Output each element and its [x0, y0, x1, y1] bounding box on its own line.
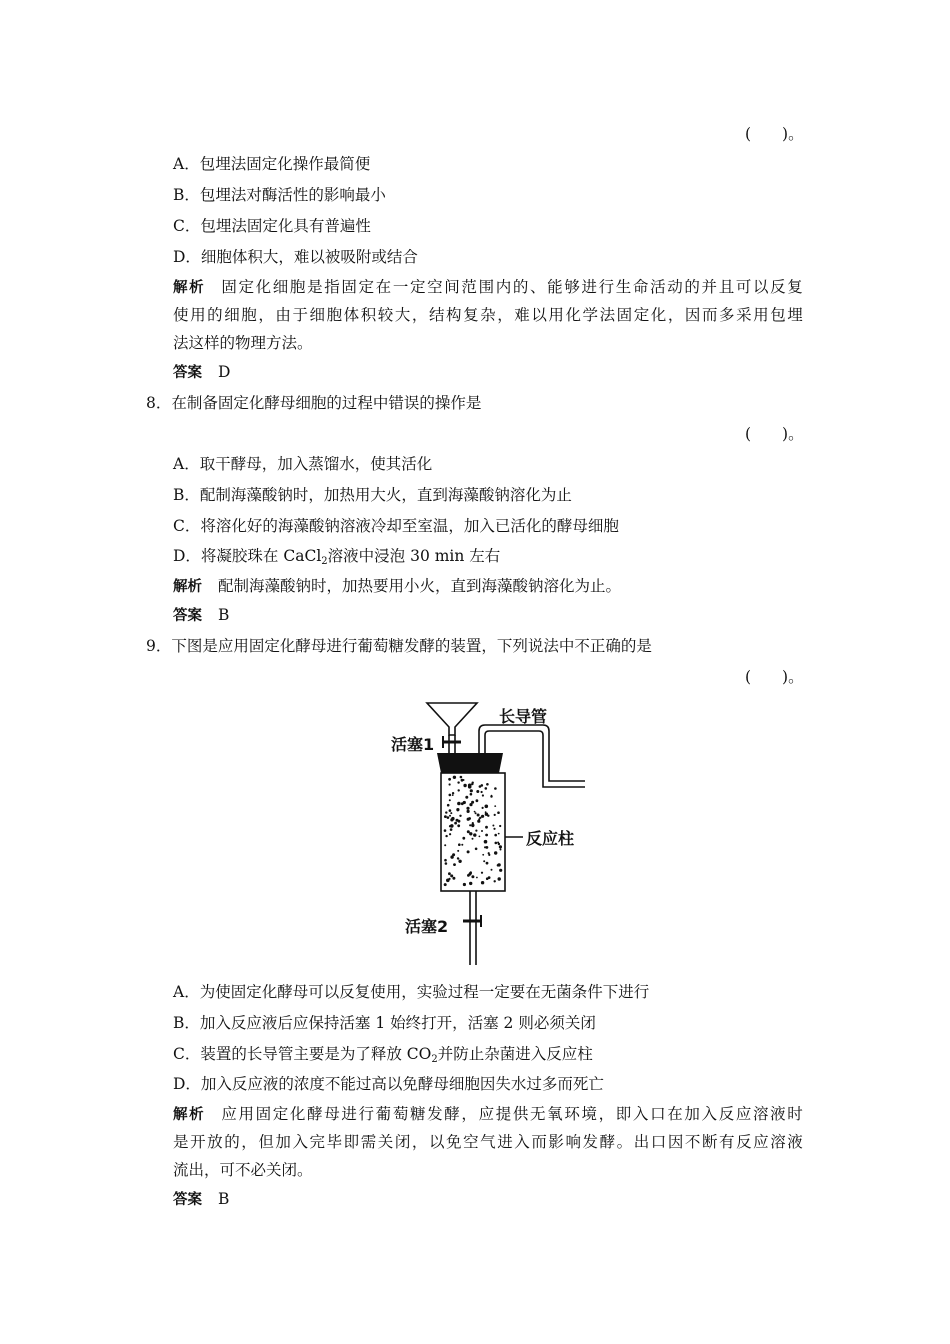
- q9-option-a: A．为使固定化酵母可以反复使用，实验过程一定要在无菌条件下进行: [173, 983, 650, 1001]
- bead: [475, 812, 477, 814]
- bead: [452, 794, 454, 796]
- bead: [476, 790, 479, 793]
- bead: [498, 833, 500, 835]
- bead: [449, 825, 451, 827]
- bead: [476, 877, 478, 879]
- bead: [457, 809, 459, 811]
- q7-analysis-line-1: [173, 277, 803, 298]
- bead: [462, 837, 465, 840]
- bead: [494, 880, 496, 882]
- q9-analysis-label: 解析: [173, 1107, 206, 1123]
- bead: [471, 824, 474, 827]
- q9-number: 9．: [146, 637, 172, 655]
- bead: [457, 819, 459, 821]
- bead: [458, 789, 460, 791]
- bead: [449, 815, 451, 817]
- bead: [475, 848, 478, 851]
- bead: [467, 874, 470, 877]
- bead: [467, 810, 470, 813]
- bead: [465, 796, 468, 799]
- q8-option-d: [173, 546, 500, 566]
- label-reaction-column: 反应柱: [526, 829, 575, 848]
- bead: [485, 826, 488, 829]
- q8-option-d-post: 溶液中浸泡 30 min 左右: [327, 547, 501, 565]
- bead: [486, 783, 489, 786]
- q9-answer-label: 答案: [173, 1192, 202, 1208]
- bead: [460, 776, 463, 779]
- q7-analysis-line-2: 使用的细胞，由于细胞体积较大，结构复杂，难以用化学法固定化，因而多采用包埋: [173, 306, 803, 324]
- bead: [475, 830, 477, 832]
- q7-answer: [173, 362, 230, 383]
- bead: [485, 805, 489, 809]
- bead: [484, 846, 486, 848]
- bead: [485, 811, 487, 813]
- bead: [445, 835, 447, 837]
- q9-figure: [385, 695, 615, 970]
- bead: [498, 877, 501, 880]
- bead: [447, 804, 450, 807]
- q9-answer-value: B: [218, 1190, 230, 1208]
- bead: [479, 836, 481, 838]
- q8-number: 8．: [146, 394, 172, 412]
- bead: [452, 792, 454, 794]
- bead: [497, 811, 500, 814]
- bead: [448, 872, 451, 875]
- bead: [457, 781, 459, 783]
- bead: [483, 860, 485, 862]
- bead: [486, 862, 489, 865]
- bead: [463, 784, 466, 787]
- q9-option-c-sub: 2: [431, 1054, 438, 1065]
- bead: [444, 829, 447, 832]
- q7-answer-value: D: [218, 363, 231, 381]
- bead: [444, 815, 447, 818]
- immobilized-yeast-beads: [444, 776, 503, 887]
- bead: [494, 787, 497, 790]
- bead: [470, 871, 472, 873]
- bead: [469, 803, 472, 806]
- q7-option-b: B．包埋法对酶活性的影响最小: [173, 186, 386, 204]
- bead: [466, 807, 469, 810]
- bead: [463, 779, 465, 781]
- bead: [479, 817, 481, 819]
- bead: [444, 883, 447, 886]
- bead: [486, 877, 489, 880]
- bead: [461, 844, 463, 846]
- bead: [493, 828, 495, 830]
- bead: [448, 778, 451, 781]
- q8-stem: [146, 393, 481, 413]
- bead: [467, 818, 470, 821]
- bead: [471, 875, 474, 878]
- bead: [474, 811, 476, 813]
- bead: [451, 817, 454, 820]
- bead: [468, 784, 472, 788]
- bead: [449, 794, 452, 797]
- bead: [482, 807, 484, 809]
- q8-answer-value: B: [218, 606, 230, 624]
- bead: [494, 814, 496, 816]
- bead: [457, 857, 459, 859]
- bead: [495, 842, 498, 845]
- bead: [469, 832, 472, 835]
- bead: [449, 799, 451, 801]
- bead: [491, 869, 493, 871]
- bead: [457, 824, 460, 827]
- bead: [490, 795, 492, 797]
- bead: [481, 791, 483, 793]
- funnel: [427, 703, 477, 735]
- bead: [488, 852, 490, 854]
- q9-stem: [146, 636, 652, 656]
- q9-analysis-text-1: 应用固定化酵母进行葡萄糖发酵，应提供无氧环境，即入口在加入反应溶液时: [221, 1105, 803, 1123]
- bead: [445, 811, 447, 813]
- bead: [459, 815, 461, 817]
- bead: [454, 822, 457, 825]
- bead: [452, 877, 455, 880]
- bead: [457, 850, 459, 852]
- q9-answer: [173, 1189, 229, 1210]
- bead: [458, 843, 461, 846]
- q7-analysis-line-3: 法这样的物理方法。: [173, 334, 313, 352]
- q8-option-d-sub: 2: [321, 556, 328, 567]
- bead: [444, 844, 446, 846]
- bead: [458, 860, 461, 863]
- bead: [450, 828, 453, 831]
- bead: [445, 862, 448, 865]
- bead: [472, 838, 474, 840]
- bead: [450, 855, 453, 858]
- bead: [470, 793, 473, 796]
- bead: [463, 883, 466, 886]
- bead: [450, 812, 452, 814]
- q8-stem-text: 在制备固定化酵母细胞的过程中错误的操作是: [171, 394, 482, 412]
- bead: [500, 849, 502, 851]
- bead: [469, 882, 472, 885]
- q9-analysis-line-3: 流出，可不必关闭。: [173, 1161, 313, 1179]
- bead: [499, 869, 502, 872]
- bead: [497, 863, 500, 866]
- bead: [485, 787, 488, 790]
- q9-option-d: D．加入反应液的浓度不能过高以免酵母细胞因失水过多而死亡: [173, 1075, 604, 1093]
- bead: [444, 859, 447, 862]
- stopper: [437, 753, 503, 773]
- q7-analysis-text-1: 固定化细胞是指固定在一定空间范围内的、能够进行生命活动的并且可以反复: [221, 278, 803, 296]
- bead: [484, 840, 488, 844]
- q9-option-c-post: 并防止杂菌进入反应柱: [437, 1045, 593, 1063]
- bead: [494, 851, 497, 854]
- bead: [453, 863, 456, 866]
- bead: [476, 799, 479, 802]
- bead: [472, 822, 474, 824]
- bead: [481, 815, 484, 818]
- q8-analysis-text: 配制海藻酸钠时，加热要用小火，直到海藻酸钠溶化为止。: [218, 577, 622, 595]
- bead: [453, 776, 456, 779]
- q9-option-c-pre: C．装置的长导管主要是为了释放 CO: [173, 1045, 432, 1063]
- bead: [494, 834, 497, 837]
- bead: [469, 824, 471, 826]
- q9-option-c: [173, 1044, 593, 1064]
- bead: [497, 842, 499, 844]
- q8-option-c: C．将溶化好的海藻酸钠溶液冷却至室温，加入已活化的酵母细胞: [173, 517, 619, 535]
- q8-answer-label: 答案: [173, 608, 202, 624]
- label-valve-1: 活塞1: [391, 735, 435, 754]
- bead: [492, 825, 494, 827]
- bead: [448, 878, 450, 880]
- q7-option-c: C．包埋法固定化具有普遍性: [173, 217, 371, 235]
- q8-option-d-pre: D．将凝胶珠在 CaCl: [173, 547, 322, 565]
- bead: [467, 850, 470, 853]
- q7-option-d: D．细胞体积大，难以被吸附或结合: [173, 248, 418, 266]
- bead: [485, 834, 488, 837]
- bead: [449, 833, 451, 835]
- bead: [457, 802, 461, 806]
- bead: [481, 830, 483, 832]
- bead: [467, 830, 470, 833]
- bead: [482, 854, 484, 856]
- bead: [482, 794, 484, 796]
- q8-answer: [173, 605, 229, 626]
- label-valve-2: 活塞2: [405, 917, 449, 936]
- bead: [494, 805, 496, 807]
- bead: [499, 825, 501, 827]
- q9-option-b: B．加入反应液后应保持活塞 1 始终打开，活塞 2 则必须关闭: [173, 1014, 596, 1032]
- q7-option-a: A．包埋法固定化操作最简便: [173, 155, 371, 173]
- bead: [450, 874, 453, 877]
- bead: [473, 833, 476, 836]
- q7-answer-label: 答案: [173, 365, 202, 381]
- bead: [461, 802, 464, 805]
- bead: [449, 783, 451, 785]
- q8-option-a: A．取干酵母，加入蒸馏水，使其活化: [173, 455, 433, 473]
- q8-answer-bracket: ( )。: [745, 425, 804, 443]
- q9-answer-bracket: ( )。: [745, 668, 804, 686]
- q8-analysis-label: 解析: [173, 579, 202, 595]
- bead: [481, 881, 484, 884]
- bead: [477, 814, 480, 817]
- bead: [470, 789, 473, 792]
- bead: [499, 845, 502, 848]
- bead: [449, 809, 452, 812]
- q9-analysis-line-1: [173, 1104, 803, 1125]
- bead: [479, 785, 482, 788]
- label-long-tube: 长导管: [499, 707, 548, 726]
- q7-analysis-label: 解析: [173, 280, 206, 296]
- bead: [481, 872, 483, 874]
- q8-analysis: [173, 576, 621, 597]
- q9-stem-text: 下图是应用固定化酵母进行葡萄糖发酵的装置，下列说法中不正确的是: [171, 637, 652, 655]
- q8-option-b: B．配制海藻酸钠时，加热用大火，直到海藻酸钠溶化为止: [173, 486, 572, 504]
- bead: [447, 816, 450, 819]
- q7-answer-bracket: ( )。: [745, 125, 804, 143]
- q9-analysis-line-2: 是开放的，但加入完毕即需关闭，以免空气进入而影响发酵。出口因不断有反应溶液: [173, 1133, 803, 1151]
